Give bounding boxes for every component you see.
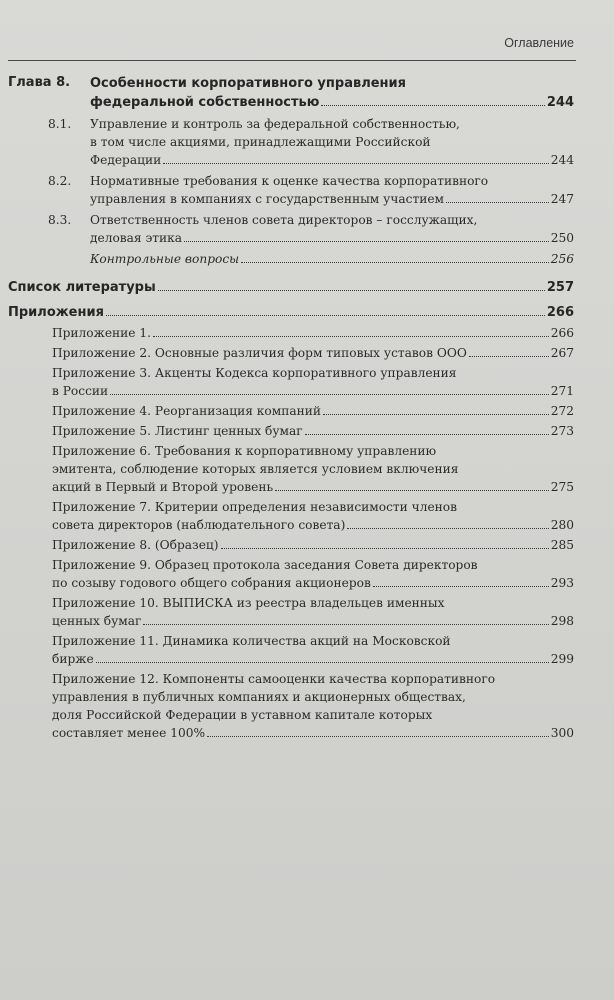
page-number: 280 [550, 518, 574, 532]
page-number: 299 [550, 652, 574, 666]
header-rule [8, 60, 576, 61]
page-number: 267 [550, 346, 574, 360]
appendix-title-last-line: Приложение 1. [52, 326, 152, 340]
page-number: 293 [550, 576, 574, 590]
dot-leader [163, 162, 549, 164]
toc-appendix-9[interactable] [8, 556, 574, 592]
toc-appendix-3[interactable] [8, 364, 574, 400]
appendix-title-last-line: Приложение 8. (Образец) [52, 538, 219, 552]
appendix-title-line: Приложение 11. Динамика количества акций на Московской [52, 634, 451, 648]
bibliography-title: Список литературы [8, 280, 156, 295]
toc-appendix-7[interactable] [8, 498, 574, 534]
toc-appendix-10[interactable] [8, 594, 574, 630]
section-title-last-line: деловая этика [90, 231, 183, 245]
appendix-title-last-line: по созыву годового общего собрания акционеров [52, 576, 371, 590]
page-number: 285 [550, 538, 574, 552]
page-number: 275 [550, 480, 574, 494]
dot-leader [275, 489, 549, 491]
toc-section-8-1[interactable] [8, 115, 574, 169]
appendix-title-last-line: ценных бумаг [52, 614, 142, 628]
appendix-title-line: Приложение 12. Компоненты самооценки качества корпоративного [52, 672, 496, 686]
section-title-line: в том числе акциями, принадлежащими Российской [90, 135, 431, 149]
toc-chapter-8[interactable] [8, 74, 574, 112]
dot-leader [143, 623, 548, 625]
toc-control-questions[interactable] [8, 250, 574, 268]
dot-leader [184, 240, 549, 242]
page-number: 250 [550, 231, 574, 245]
chapter-number: Глава 8. [8, 75, 71, 90]
dot-leader [321, 104, 544, 106]
section-title-line: Ответственность членов совета директоров – госслужащих, [90, 213, 478, 227]
page-number: 247 [550, 192, 574, 206]
section-title-last-line: Федерации [90, 153, 162, 167]
toc-appendix-5[interactable] [8, 422, 574, 440]
dot-leader [305, 433, 549, 435]
dot-leader [96, 661, 549, 663]
section-number: 8.2. [48, 174, 72, 188]
appendix-title-last-line: акций в Первый и Второй уровень [52, 480, 274, 494]
appendix-title-line: Приложение 6. Требования к корпоративному управлению [52, 444, 437, 458]
dot-leader [158, 289, 545, 291]
toc-appendix-6[interactable] [8, 442, 574, 496]
chapter-title-line1: Особенности корпоративного управления [90, 76, 406, 91]
section-number: 8.3. [48, 213, 72, 227]
dot-leader [207, 735, 549, 737]
section-title-line: Нормативные требования к оценке качества корпоративного [90, 174, 489, 188]
page-number: 273 [550, 424, 574, 438]
appendix-title-line: Приложение 3. Акценты Кодекса корпоративного управления [52, 366, 457, 380]
appendix-title-last-line: составляет менее 100% [52, 726, 206, 740]
appendix-title-last-line: в России [52, 384, 109, 398]
dot-leader [446, 201, 549, 203]
page-number: 244 [546, 95, 574, 110]
appendix-title-last-line: совета директоров (наблюдательного совета) [52, 518, 346, 532]
page-number: 266 [546, 305, 574, 320]
appendices-title: Приложения [8, 305, 104, 320]
section-number: 8.1. [48, 117, 72, 131]
toc-appendix-4[interactable] [8, 402, 574, 420]
dot-leader [110, 393, 549, 395]
section-title-last-line: Контрольные вопросы [90, 252, 240, 266]
appendix-title-line: доля Российской Федерации в уставном капитале которых [52, 708, 433, 722]
appendix-title-last-line: Приложение 2. Основные различия форм типовых уставов ООО [52, 346, 467, 360]
toc-section-8-3[interactable] [8, 211, 574, 247]
appendix-title-line: Приложение 9. Образец протокола заседания Совета директоров [52, 558, 478, 572]
dot-leader [323, 413, 549, 415]
page-number: 272 [550, 404, 574, 418]
toc-appendix-1[interactable] [8, 324, 574, 342]
appendix-title-line: Приложение 10. ВЫПИСКА из реестра владельцев именных [52, 596, 445, 610]
page-number: 266 [550, 326, 574, 340]
dot-leader [373, 585, 549, 587]
appendix-list [8, 324, 574, 742]
dot-leader [469, 355, 549, 357]
appendix-title-line: эмитента, соблюдение которых является условием включения [52, 462, 459, 476]
toc-appendix-12[interactable] [8, 670, 574, 742]
page-number: 300 [550, 726, 574, 740]
dot-leader [106, 314, 545, 316]
running-header: Оглавление [504, 36, 574, 50]
toc-appendix-8[interactable] [8, 536, 574, 554]
appendix-title-line: Приложение 7. Критерии определения независимости членов [52, 500, 457, 514]
toc-appendices[interactable] [8, 303, 574, 322]
appendix-title-last-line: бирже [52, 652, 94, 666]
section-title-line: Управление и контроль за федеральной собственностью, [90, 117, 460, 131]
dot-leader [153, 335, 549, 337]
appendix-title-line: управления в публичных компаниях и акционерных обществах, [52, 690, 466, 704]
toc-section-8-2[interactable] [8, 172, 574, 208]
toc-bibliography[interactable] [8, 278, 574, 297]
page-number: 257 [546, 280, 574, 295]
page-number: 256 [550, 252, 574, 266]
appendix-title-last-line: Приложение 4. Реорганизация компаний [52, 404, 321, 418]
page-number: 271 [550, 384, 574, 398]
dot-leader [221, 547, 549, 549]
page-number: 244 [550, 153, 574, 167]
section-title-last-line: управления в компаниях с государственным участием [90, 192, 445, 206]
page-number: 298 [550, 614, 574, 628]
table-of-contents [8, 74, 574, 742]
appendix-title-last-line: Приложение 5. Листинг ценных бумаг [52, 424, 303, 438]
dot-leader [347, 527, 548, 529]
toc-appendix-11[interactable] [8, 632, 574, 668]
dot-leader [241, 261, 549, 263]
toc-appendix-2[interactable] [8, 344, 574, 362]
chapter-title-line2: федеральной собственностью [90, 95, 320, 110]
